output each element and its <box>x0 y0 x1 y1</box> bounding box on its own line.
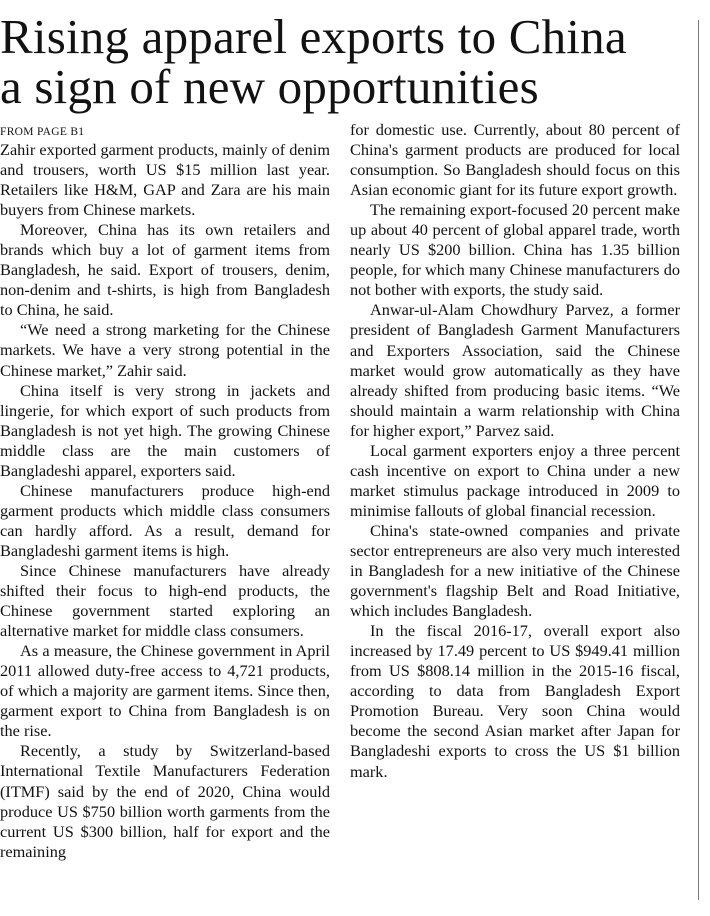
right-column <box>350 120 680 782</box>
article-headline <box>0 9 690 114</box>
paragraph: Recently, a study by Switzerland-based International Textile Manufacturers Federation (ITMF) said by the end of 2020, China would produce US $750 billion worth garments from the current US $300 billion, half for export and the remaining <box>0 741 330 861</box>
jump-label: FROM PAGE B1 <box>0 126 85 138</box>
paragraph: As a measure, the Chinese government in April 2011 allowed duty-free access to 4,721 products, of which a majority are garment items. Since then, garment export to China from Bangladesh is on the rise. <box>0 641 330 741</box>
paragraph: China's state-owned companies and private sector entrepreneurs are also very much interested in Bangladesh for a new initiative of the Chinese government's flagship Belt and Road Initiative, which includes Bangladesh. <box>350 520 680 621</box>
paragraph: Chinese manufacturers produce high-end garment products which middle class consumers can hardly afford. As a result, demand for Bangladeshi garment items is high. <box>0 480 330 560</box>
column-divider-rule <box>698 20 699 900</box>
paragraph: Zahir exported garment products, mainly of denim and trousers, worth US $15 million last year. Retailers like H&M, GAP and Zara are his main buyers from Chinese markets. <box>0 140 330 220</box>
headline-line-2: a sign of new opportunities <box>0 59 539 114</box>
paragraph: for domestic use. Currently, about 80 percent of China's garment products are produced for local consumption. So Bangladesh should focus on this Asian economic giant for its future export growth. <box>350 120 680 200</box>
paragraph: Anwar-ul-Alam Chowdhury Parvez, a former president of Bangladesh Garment Manufacturers and Exporters Association, said the Chinese market would grow automatically as they have already shifted from producing basic items. “We should maintain a warm relationship with China for higher export,” Parvez said. <box>350 300 680 440</box>
paragraph: Local garment exporters enjoy a three percent cash incentive on export to China under a new market stimulus package introduced in 2009 to minimise fallouts of global financial recession. <box>350 440 680 520</box>
paragraph: In the fiscal 2016-17, overall export also increased by 17.49 percent to US $949.41 million from US $808.14 million in the 2015-16 fiscal, according to data from Bangladesh Export Promotion Bureau. Very soon China would become the second Asian market after Japan for Bangladeshi exports to cross the US $1 billion mark. <box>350 621 680 781</box>
left-column <box>0 140 330 862</box>
paragraph: Moreover, China has its own retailers and brands which buy a lot of garment items from Bangladesh, he said. Export of trousers, denim, non-denim and t-shirts, is high from Bangladesh to China, he said. <box>0 220 330 320</box>
paragraph: “We need a strong marketing for the Chinese markets. We have a very strong potential in the Chinese market,” Zahir said. <box>0 320 330 380</box>
headline-line-1: Rising apparel exports to China <box>0 9 627 64</box>
paragraph: Since Chinese manufacturers have already shifted their focus to high-end products, the Chinese government started exploring an alternative market for middle class consumers. <box>0 560 330 641</box>
paragraph: China itself is very strong in jackets and lingerie, for which export of such products from Bangladesh is not yet high. The growing Chinese middle class are the main customers of Bangladeshi apparel, exporters said. <box>0 380 330 480</box>
paragraph: The remaining export-focused 20 percent make up about 40 percent of global apparel trade, worth nearly US $200 billion. China has 1.35 billion people, for which many Chinese manufacturers do not bother with exports, the study said. <box>350 200 680 300</box>
